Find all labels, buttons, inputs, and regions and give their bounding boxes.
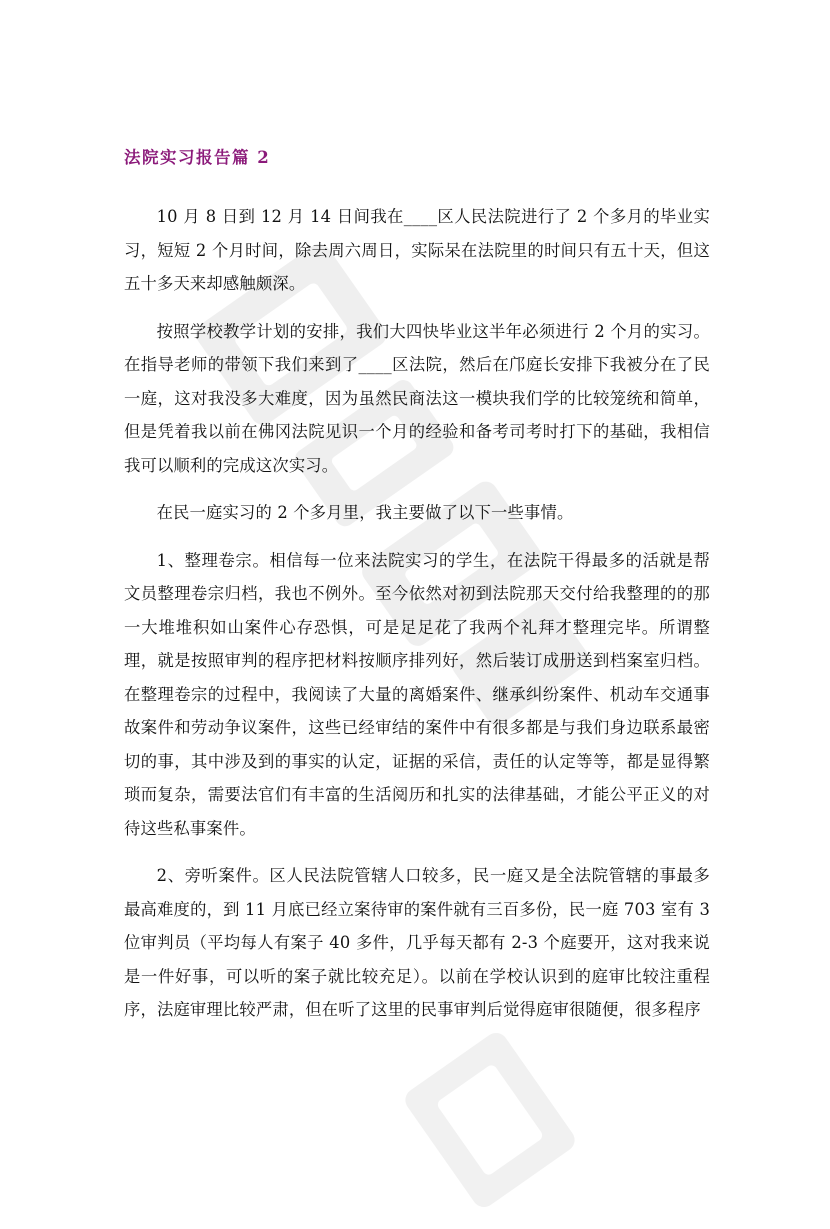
watermark-logo-icon-bottom bbox=[387, 1014, 593, 1225]
paragraph-item-1: 1、整理卷宗。相信每一位来法院实习的学生，在法院干得最多的活就是帮文员整理卷宗归档，我也不例外。至今依然对初到法院那天交付给我整理的的那一大堆堆积如山案件心存恐惧，可是足足花了我两个礼拜才整理完毕。所谓整理，就是按照审判的程序把材料按顺序排列好，然后装订成册送到档案室归档。在整理卷宗的过程中，我阅读了大量的离婚案件、继承纠纷案件、机动车交通事故案件和劳动争议案件，这些已经审结的案件中有很多都是与我们身边联系最密切的事，其中涉及到的事实的认定，证据的采信，责任的认定等等，都是显得繁琐而复杂，需要法官们有丰富的生活阅历和扎实的法律基础，才能公平正义的对待这些私事案件。 bbox=[124, 550, 710, 838]
section-title: 法院实习报告篇 2 bbox=[124, 148, 271, 167]
document-body bbox=[124, 143, 710, 1041]
paragraph-summary: 在民一庭实习的 2 个多月里，我主要做了以下一些事情。 bbox=[156, 503, 574, 522]
paragraph-plan: 按照学校教学计划的安排，我们大四快毕业这半年必须进行 2 个月的实习。在指导老师的带领下我们来到了____区法院，然后在邝庭长安排下我被分在了民一庭，这对我没多大难度，因为虽然民商法这一模块我们学的比较笼统和简单，但是凭着我以前在佛冈法院见识一个月的经验和备考司考时打下的基础，我相信我可以顺利的完成这次实习。 bbox=[124, 321, 710, 475]
paragraph-intro: 10 月 8 日到 12 月 14 日间我在____区人民法院进行了 2 个多月的毕业实习，短短 2 个月时间，除去周六周日，实际呆在法院里的时间只有五十天，但这五十多天来却感触颇深。 bbox=[124, 207, 710, 293]
paragraph-item-2: 2、旁听案件。区人民法院管辖人口较多，民一庭又是全法院管辖的事最多最高难度的，到 11 月底已经立案待审的案件就有三百多份，民一庭 703 室有 3 位审判员（平均每人有案子 40 多件，几乎每天都有 2-3 个庭要开，这对我来说是一件好事，可以听的案子就比较充足）。以前在学校认识到的庭审比较注重程序，法庭审理比较严肃，但在听了这里的民事审判后觉得庭审很随便，很多程序 bbox=[124, 866, 710, 1019]
